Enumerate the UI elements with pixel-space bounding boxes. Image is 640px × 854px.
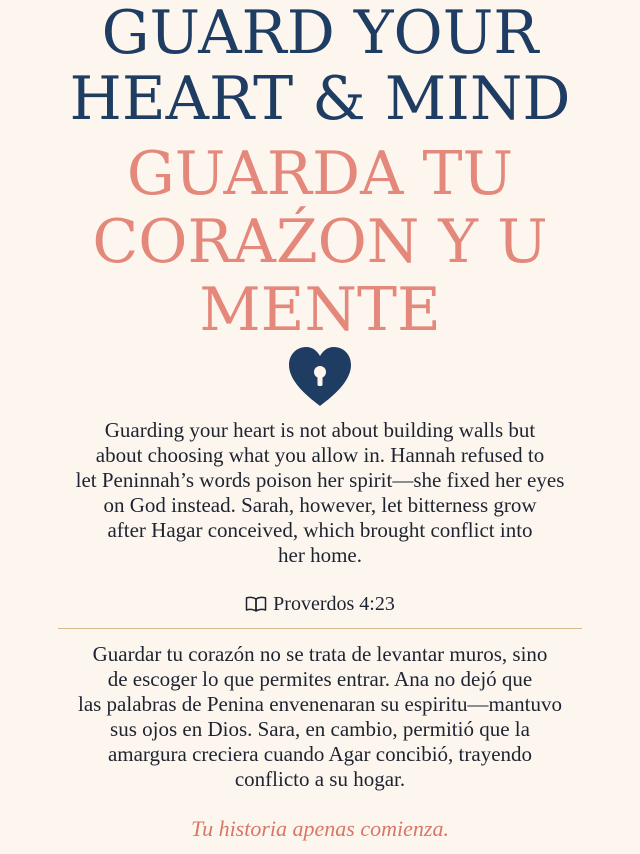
title-english-line-1: GUARD YOUR xyxy=(101,0,539,68)
body-spanish-line: sus ojos en Dios. Sara, en cambio, permitió que la xyxy=(110,717,530,741)
scripture-reference xyxy=(0,592,640,616)
heart-lock-icon xyxy=(287,346,353,408)
body-english-line: after Hagar conceived, which brought conflict into xyxy=(107,518,533,542)
title-spanish-line-1: GUARDA TU xyxy=(126,139,514,209)
tagline: Tu historia apenas comienza. xyxy=(191,816,449,841)
title-spanish xyxy=(0,140,640,344)
title-english xyxy=(0,0,640,132)
scripture-reference-text: Proverdos 4:23 xyxy=(273,593,395,615)
title-english-line-2: HEART & MIND xyxy=(69,64,571,134)
body-text-spanish xyxy=(40,642,600,792)
body-spanish-line: amargura creciera cuando Agar concibió, trayendo xyxy=(107,742,533,766)
title-spanish-line-2: CORAŹON Y U xyxy=(92,207,548,277)
body-english-line: about choosing what you allow in. Hannah refused to xyxy=(95,443,545,467)
body-spanish-line: Guardar tu corazón no se trata de levantar muros, sino xyxy=(92,642,548,666)
body-english-line: let Peninnah’s words poison her spirit—she fixed her eyes xyxy=(75,468,565,492)
body-spanish-line: de escoger lo que permites entrar. Ana no dejó que xyxy=(107,667,533,691)
body-spanish-line: conflicto a su hogar. xyxy=(234,767,406,791)
open-book-icon xyxy=(245,594,267,610)
body-spanish-line: las palabras de Penina envenenaran su espiritu—mantuvo xyxy=(77,692,562,716)
section-divider xyxy=(58,628,582,629)
body-text-english xyxy=(40,418,600,568)
body-english-line: her home. xyxy=(278,543,362,567)
body-english-line: Guarding your heart is not about building walls but xyxy=(104,418,536,442)
title-spanish-line-3: MENTE xyxy=(199,275,441,345)
body-english-line: on God instead. Sarah, however, let bitterness grow xyxy=(103,493,537,517)
